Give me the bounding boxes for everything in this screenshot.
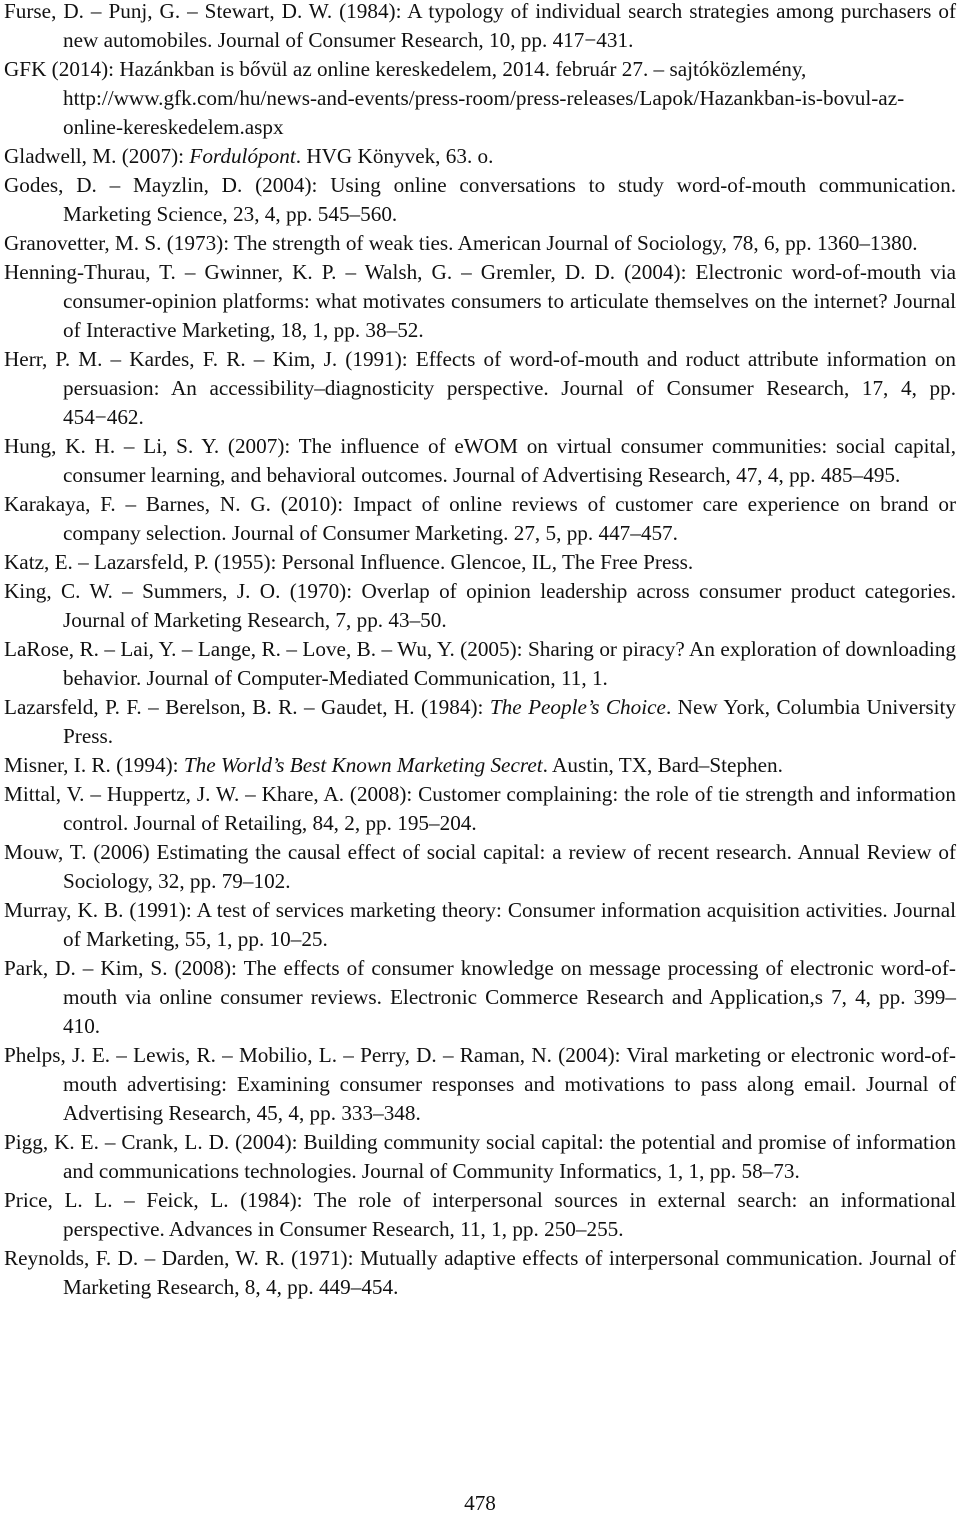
reference-entry bbox=[4, 693, 956, 751]
reference-text: . Austin, TX, Bard–Stephen. bbox=[542, 753, 783, 777]
reference-entry bbox=[4, 490, 956, 548]
reference-entry bbox=[4, 55, 956, 142]
reference-text: Park, D. – Kim, S. (2008): The effects of consumer knowledge on message processing of electronic word-of-mouth via online consumer reviews. Electronic Commerce Research and Application,s 7, 4, pp. 399–410. bbox=[4, 956, 956, 1038]
reference-text: . New York, Columbia University Press. bbox=[63, 695, 956, 748]
reference-title-italic: Fordulópont bbox=[189, 144, 296, 168]
reference-text: Herr, P. M. – Kardes, F. R. – Kim, J. (1991): Effects of word-of-mouth and roduct attribute information on persuasion: An accessibility–diagnosticity perspective. Journal of Consumer Research, 17, 4, pp. 454−462. bbox=[4, 347, 956, 429]
page-number: 478 bbox=[464, 1491, 496, 1515]
reference-text: Godes, D. – Mayzlin, D. (2004): Using online conversations to study word-of-mouth communication. Marketing Science, 23, 4, pp. 545–560. bbox=[4, 173, 956, 226]
reference-text: Granovetter, M. S. (1973): The strength of weak ties. American Journal of Sociology, 78, 6, pp. 1360–1380. bbox=[4, 231, 918, 255]
reference-text: Lazarsfeld, P. F. – Berelson, B. R. – Gaudet, H. (1984): bbox=[4, 695, 490, 719]
reference-entry bbox=[4, 751, 956, 780]
reference-entry bbox=[4, 577, 956, 635]
reference-text: Phelps, J. E. – Lewis, R. – Mobilio, L. – Perry, D. – Raman, N. (2004): Viral marketing or electronic word-of-mouth advertising: Examining consumer responses and motivations to pass along email. Journal of Advertising Research, 45, 4, pp. 333–348. bbox=[4, 1043, 956, 1125]
reference-text: Pigg, K. E. – Crank, L. D. (2004): Building community social capital: the potential and promise of information and communications technologies. Journal of Community Informatics, 1, 1, pp. 58–73. bbox=[4, 1130, 956, 1183]
reference-entry bbox=[4, 1244, 956, 1302]
reference-text: Murray, K. B. (1991): A test of services marketing theory: Consumer information acquisition activities. Journal of Marketing, 55, 1, pp. 10–25. bbox=[4, 898, 956, 951]
reference-text: Mouw, T. (2006) Estimating the causal effect of social capital: a review of recent research. Annual Review of Sociology, 32, pp. 79–102. bbox=[4, 840, 956, 893]
reference-entry bbox=[4, 1041, 956, 1128]
reference-text: Misner, I. R. (1994): bbox=[4, 753, 184, 777]
reference-entry bbox=[4, 142, 956, 171]
reference-text: Furse, D. – Punj, G. – Stewart, D. W. (1984): A typology of individual search strategies among purchasers of new automobiles. Journal of Consumer Research, 10, pp. 417−431. bbox=[4, 0, 956, 52]
reference-entry bbox=[4, 1128, 956, 1186]
reference-text: Katz, E. – Lazarsfeld, P. (1955): Personal Influence. Glencoe, IL, The Free Press. bbox=[4, 550, 694, 574]
reference-entry bbox=[4, 258, 956, 345]
reference-entry bbox=[4, 548, 956, 577]
reference-entry bbox=[4, 229, 956, 258]
reference-entry bbox=[4, 838, 956, 896]
reference-text: Karakaya, F. – Barnes, N. G. (2010): Impact of online reviews of customer care experience on brand or company selection. Journal of Consumer Marketing. 27, 5, pp. 447–457. bbox=[4, 492, 956, 545]
reference-title-italic: The World’s Best Known Marketing Secret bbox=[183, 753, 543, 777]
reference-text: Gladwell, M. (2007): bbox=[4, 144, 190, 168]
reference-title-italic: The People’s Choice bbox=[489, 695, 666, 719]
reference-text: Reynolds, F. D. – Darden, W. R. (1971): Mutually adaptive effects of interpersonal communication. Journal of Marketing Research, 8, 4, pp. 449–454. bbox=[4, 1246, 956, 1299]
reference-entry bbox=[4, 954, 956, 1041]
reference-entry bbox=[4, 432, 956, 490]
reference-text: Henning-Thurau, T. – Gwinner, K. P. – Walsh, G. – Gremler, D. D. (2004): Electronic word-of-mouth via consumer-opinion platforms: what motivates consumers to articulate themselves on the internet? Journal of Interactive Marketing, 18, 1, pp. 38–52. bbox=[4, 260, 956, 342]
reference-text: . HVG Könyvek, 63. o. bbox=[295, 144, 494, 168]
reference-list bbox=[4, 0, 956, 1302]
reference-text: Hung, K. H. – Li, S. Y. (2007): The influence of eWOM on virtual consumer communities: social capital, consumer learning, and behavioral outcomes. Journal of Advertising Research, 47, 4, pp. 485–495. bbox=[4, 434, 956, 487]
reference-entry bbox=[4, 896, 956, 954]
reference-entry bbox=[4, 345, 956, 432]
reference-text: Price, L. L. – Feick, L. (1984): The role of interpersonal sources in external search: an informational perspective. Advances in Consumer Research, 11, 1, pp. 250–255. bbox=[4, 1188, 956, 1241]
reference-text: GFK (2014): Hazánkban is bővül az online kereskedelem, 2014. február 27. – sajtóközlemény, http://www.gfk.com/hu/news-and-events/press-room/press-releases/Lapok/Hazankban-is-bovul-az-online-kereskedelem.aspx bbox=[4, 57, 905, 139]
reference-entry bbox=[4, 1186, 956, 1244]
reference-text: King, C. W. – Summers, J. O. (1970): Overlap of opinion leadership across consumer product categories. Journal of Marketing Research, 7, pp. 43–50. bbox=[4, 579, 956, 632]
reference-entry bbox=[4, 635, 956, 693]
reference-entry bbox=[4, 171, 956, 229]
reference-text: Mittal, V. – Huppertz, J. W. – Khare, A. (2008): Customer complaining: the role of tie strength and information control. Journal of Retailing, 84, 2, pp. 195–204. bbox=[4, 782, 956, 835]
reference-entry bbox=[4, 780, 956, 838]
reference-entry bbox=[4, 0, 956, 55]
reference-text: LaRose, R. – Lai, Y. – Lange, R. – Love, B. – Wu, Y. (2005): Sharing or piracy? An exploration of downloading behavior. Journal of Computer-Mediated Communication, 11, 1. bbox=[4, 637, 956, 690]
